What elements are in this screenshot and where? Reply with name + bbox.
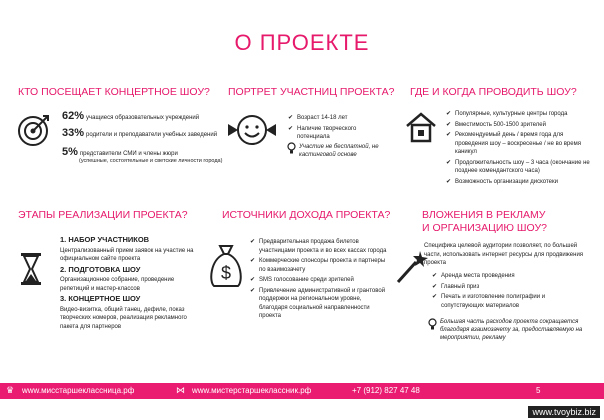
target-icon bbox=[16, 114, 50, 148]
where-when-list bbox=[446, 110, 592, 188]
smiling-face-icon bbox=[224, 110, 280, 150]
stat-label: представители СМИ и члены жюри bbox=[79, 151, 178, 157]
stages-list bbox=[60, 236, 200, 333]
lightbulb-icon bbox=[287, 142, 296, 154]
stat-value: 5% bbox=[62, 146, 78, 158]
stat-value: 33% bbox=[62, 127, 85, 139]
section-heading-investments-1: ВЛОЖЕНИЯ В РЕКЛАМУ bbox=[422, 209, 546, 221]
section-heading-portrait: ПОРТРЕТ УЧАСТНИЦ ПРОЕКТА? bbox=[228, 86, 395, 98]
section-heading-stages: ЭТАПЫ РЕАЛИЗАЦИИ ПРОЕКТА? bbox=[18, 209, 188, 221]
stat-media bbox=[62, 146, 178, 158]
investments-note: Большая часть расходов проекта сокращается благодаря взаимозачету за, предоставляемую на мероприятии, рекламу bbox=[440, 319, 583, 341]
stat-media-note: (успешные, состоятельные и светские личности города) bbox=[79, 158, 223, 164]
stat-students bbox=[62, 110, 199, 122]
portrait-note: Участие не бесплатной, не кастинговой основе bbox=[299, 144, 379, 158]
stat-value: 62% bbox=[62, 110, 85, 122]
page-number: 5 bbox=[536, 386, 541, 395]
list-item: ✔ Популярные, культурные центры города bbox=[446, 110, 592, 119]
hourglass-icon bbox=[20, 252, 42, 286]
list-item: ✔ Возможность организации дискотеки bbox=[446, 178, 592, 187]
income-list bbox=[250, 238, 390, 323]
list-item: ✔ SMS голосование среди зрителей bbox=[250, 276, 390, 285]
list-item: ✔ Возраст 14-18 лет bbox=[288, 114, 388, 123]
section-heading-investments-2: И ОРГАНИЗАЦИЮ ШОУ? bbox=[422, 222, 548, 234]
list-item: ✔ Продолжительность шоу – 3 часа (окончание не позднее комендантского часа) bbox=[446, 159, 592, 176]
bowtie-icon: ⋈ bbox=[176, 385, 185, 395]
lightbulb-icon bbox=[428, 318, 437, 330]
stat-label: учащиеся образовательных учреждений bbox=[86, 115, 200, 121]
stage-description: Централизованный прием заявок на участие на официальном сайте проекта bbox=[60, 247, 194, 262]
list-item: ✔ Вместимость 500-1500 зрителей bbox=[446, 121, 592, 130]
footer-phone: +7 (912) 827 47 48 bbox=[352, 386, 420, 395]
svg-text:$: $ bbox=[220, 263, 232, 283]
list-item: ✔ Наличие творческого потенциала bbox=[288, 125, 388, 142]
section-heading-income: ИСТОЧНИКИ ДОХОДА ПРОЕКТА? bbox=[222, 209, 391, 221]
stat-parents bbox=[62, 127, 217, 139]
page-title: О ПРОЕКТЕ bbox=[234, 30, 370, 55]
crown-icon: ♛ bbox=[6, 385, 15, 395]
stage-description: Видео-визитка, общий танец, дефиле, показ творческих номеров, реализация рекламного пакета для партнеров bbox=[60, 306, 187, 330]
list-item: ✔ Рекомендуемый день / время года для проведения шоу – воскресенье / не во время каникул bbox=[446, 131, 592, 157]
list-item: ✔ Аренда места проведения bbox=[432, 272, 582, 281]
stage-title: 3. КОНЦЕРТНОЕ ШОУ bbox=[60, 294, 141, 303]
money-bag-icon bbox=[206, 242, 246, 290]
section-heading-where-when: ГДЕ И КОГДА ПРОВОДИТЬ ШОУ? bbox=[410, 86, 577, 98]
list-item: ✔ Предварительная продажа билетов участницами проекта и во всех кассах города bbox=[250, 238, 390, 255]
house-icon bbox=[404, 110, 438, 144]
stage-description: Организационное собрание, проведение репетиций и мастер-классов bbox=[60, 277, 175, 292]
list-item: ✔ Привлечение административной и грантовой поддержки на региональном уровне, благодаря социальной направленности проекта bbox=[250, 287, 390, 321]
footer-site-2[interactable]: www.мистерстаршеклассник.рф bbox=[192, 386, 312, 395]
footer-bar bbox=[0, 383, 604, 399]
investments-intro: Специфика целевой аудитории позволяет, по большей части, использовать интернет ресурсы для продвижения проекта bbox=[424, 243, 584, 266]
list-item: ✔ Коммерческие спонсоры проекта и партнеры по взаимозачету bbox=[250, 257, 390, 274]
watermark: www.tvoybiz.biz bbox=[528, 406, 600, 418]
portrait-list bbox=[288, 114, 388, 144]
investments-list bbox=[432, 272, 582, 312]
list-item: ✔ Главный приз bbox=[432, 283, 582, 292]
list-item: ✔ Печать и изготовление полиграфии и сопутствующих материалов bbox=[432, 293, 582, 310]
section-heading-audience: КТО ПОСЕЩАЕТ КОНЦЕРТНОЕ ШОУ? bbox=[18, 86, 210, 98]
stage-title: 1. НАБОР УЧАСТНИКОВ bbox=[60, 235, 150, 244]
stat-label: родители и преподаватели учебных заведений bbox=[86, 132, 218, 138]
footer-site-1[interactable]: www.мисстаршеклассница.рф bbox=[22, 386, 135, 395]
stage-title: 2. ПОДГОТОВКА ШОУ bbox=[60, 264, 141, 274]
